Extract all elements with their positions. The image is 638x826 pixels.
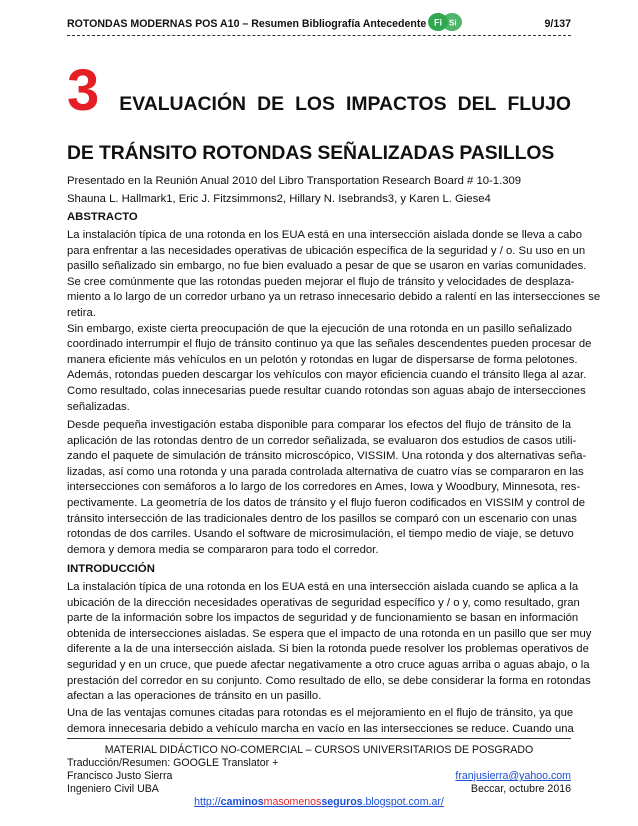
text-line: Además, rotondas pueden descargar los vehículos con mayor eficiencia cuando el tránsito llega al azar. — [67, 369, 587, 382]
footer-notice: MATERIAL DIDÁCTICO NO-COMERCIAL – CURSOS UNIVERSITARIOS DE POSGRADO — [104, 744, 534, 756]
text-line: prestación del corredor en su conjunto. Como resultado de ello, se debe considerar la forma en rotondas — [67, 674, 591, 687]
text-line: pectivamente. La geometría de los datos de tránsito y el flujo fueron codificados en VISSIM y control de — [67, 496, 586, 509]
url-seguros: seguros — [321, 796, 363, 808]
logo-text-fi: Fi — [434, 17, 443, 28]
page-number: 9/137 — [544, 17, 571, 30]
text-line: diferente a la de una intersección aislada. Si bien la rotonda puede resolver los problemas operativos de — [67, 643, 589, 656]
text-line: obtenida de intersecciones aisladas. Se espera que el impacto de una rotonda en un pasillo que ser muy — [67, 627, 592, 640]
text-line: afectan a las operaciones de tránsito en un pasillo. — [67, 690, 322, 703]
text-line: para enfrentar a las necesidades operativas de ubicación específica de la seguridad y / o. Su uso en un — [67, 244, 586, 257]
chapter-title-line1 — [119, 93, 571, 116]
intro-paragraph-1 — [67, 580, 592, 705]
text-line: Como resultado, colas innecesarias puede resultar cuando rotondas son aguas abajo de intersecciones — [67, 384, 586, 397]
text-line: retira. — [67, 306, 96, 319]
header-divider — [67, 35, 571, 36]
text-line: lizadas, así como una rotonda y una parada controlada alternativa de cuatro vías se compararon en las — [67, 465, 584, 478]
fisi-logo — [427, 12, 463, 32]
text-line: Una de las ventajas comunes citadas para rotondas es el mejoramiento en el flujo de tránsito, ya que — [67, 707, 574, 719]
url-suffix: .blogspot.com.ar/ — [362, 796, 444, 808]
text-line: coordinado interrumpir el flujo de tránsito continuo ya que las señales descendentes pueden procesar de — [67, 338, 592, 351]
text-line: La instalación típica de una rotonda en los EUA está en una intersección aislada donde se lleva a cabo — [67, 229, 582, 241]
text-line: zando el paquete de simulación de tránsito microscópico, VISSIM. Una rotonda y dos alternativas seña- — [67, 450, 587, 463]
running-header — [67, 15, 571, 32]
footer-translation: Traducción/Resumen: GOOGLE Translator + — [67, 757, 279, 769]
text-line: intersecciones con semáforos a lo largo de los corredores en Ames, Iowa y Woodbury, Minnesota, res- — [67, 481, 581, 494]
chapter-title — [67, 58, 571, 123]
text-line: seguridad y en un cruce, que puede afectar negativamente a otro cruce aguas arriba o aguas abajo, o la — [67, 658, 590, 671]
footer-email-link[interactable]: franjusierra@yahoo.com — [455, 770, 571, 782]
footer-author: Francisco Justo Sierra — [67, 770, 173, 782]
abstract-heading: ABSTRACTO — [67, 211, 138, 223]
logo-text-si: Si — [449, 18, 457, 28]
url-caminos: caminos — [220, 796, 264, 808]
text-line: Desde pequeña investigación estaba disponible para comparar los efectos del flujo de tránsito de la — [67, 419, 571, 431]
text-line: tránsito intersección de las tradicionales dentro de los pasillos se comparó con un escenario con unas — [67, 512, 577, 525]
intro-paragraph-2 — [67, 706, 574, 737]
text-line: Se cree comúnmente que las rotondas pueden mejorar el flujo de tránsito y velocidades de desplaza- — [67, 275, 575, 288]
abstract-paragraph-1 — [67, 228, 601, 415]
text-line: La instalación típica de una rotonda en los EUA está en una intersección aislada cuando se aplica a la — [67, 581, 579, 593]
chapter-number: 3 — [67, 58, 100, 123]
url-prefix: http:// — [194, 796, 221, 808]
presented-line: Presentado en la Reunión Anual 2010 del Libro Transportation Research Board # 10-1.309 — [67, 175, 522, 187]
footer-divider — [67, 738, 571, 739]
text-line: demora y demora media se compararon para todo el corredor. — [67, 543, 379, 556]
footer-role: Ingeniero Civil UBA — [67, 783, 159, 795]
title-word: FLUJO — [507, 93, 571, 115]
text-line: aplicación de las rotondas dentro de un corredor señalizada, se evaluaron dos estudios de casos utili- — [67, 434, 577, 447]
header-title: ROTONDAS MODERNAS POS A10 – Resumen Bibliografía Antecedente — [67, 17, 427, 30]
title-word: IMPACTOS — [345, 93, 447, 115]
url-masomenos: masomenos — [263, 796, 322, 808]
text-line: Sin embargo, existe cierta preocupación de que la ejecución de una rotonda en un pasillo señalizado — [67, 322, 572, 335]
text-line: parte de la información sobre los impactos de seguridad y de funcionamiento se basan en información — [67, 612, 579, 625]
title-word: LOS — [295, 93, 335, 115]
text-line: señalizadas. — [67, 400, 130, 413]
title-word: DE — [257, 93, 285, 115]
text-line: manera eficiente más vehículos en un pelotón y rotondas en lugar de dispersarse de forma pelotones. — [67, 353, 578, 366]
chapter-title-line2: DE TRÁNSITO ROTONDAS SEÑALIZADAS PASILLOS — [67, 142, 555, 164]
text-line: ubicación de la dirección necesidades operativas de seguridad específico y / o y, como resultado, gran — [67, 596, 580, 609]
footer-place-date: Beccar, octubre 2016 — [470, 783, 571, 795]
intro-heading: INTRODUCCIÓN — [67, 563, 155, 575]
text-line: demora innecesaria debido a vehículo marcha en vacío en las intersecciones se reduce. Cuando una — [67, 722, 574, 735]
abstract-paragraph-2 — [67, 418, 587, 558]
title-word: DEL — [457, 93, 497, 115]
text-line: miento a lo largo de un corredor urbano ya un retraso innecesario debido a ralentí en las intersecciones se — [67, 291, 601, 304]
text-line: rotondas de dos carriles. Usando el software de microsimulación, el tiempo medio de viaje, se detuvo — [67, 528, 574, 541]
footer-blog-link[interactable] — [0, 796, 638, 809]
title-word: EVALUACIÓN — [119, 93, 247, 115]
authors-line: Shauna L. Hallmark1, Eric J. Fitzsimmons2, Hillary N. Isebrands3, y Karen L. Giese4 — [67, 193, 491, 205]
text-line: pasillo señalizado sin embargo, no fue bien evaluado a pesar de que se usaron en varias comunidades. — [67, 260, 587, 273]
